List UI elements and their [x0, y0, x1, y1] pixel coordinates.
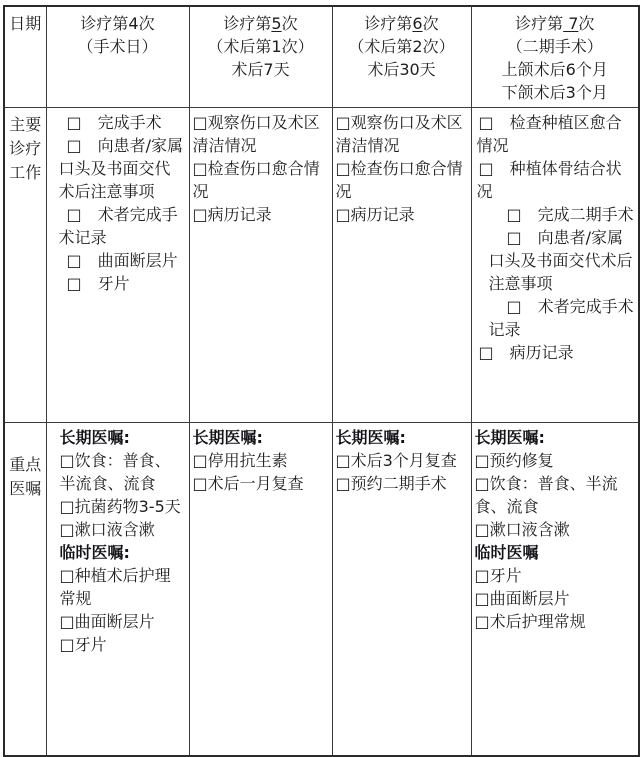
checklist-item-nested: □ 术者完成手术记录 — [488, 297, 634, 339]
visit-7-title-prefix: 诊疗第 — [515, 14, 564, 33]
checklist-item: □ 曲面断层片 — [66, 251, 178, 270]
visit-4-title-suffix: 次 — [138, 14, 155, 33]
checklist-item: □ 检查种植区愈合情况 — [476, 113, 622, 155]
checklist-item: □病历记录 — [192, 205, 272, 224]
work-cell-second-stage — [471, 108, 639, 423]
key-orders-label-text: 重点医嘱 — [9, 455, 42, 498]
orders-cell-postop-30d — [332, 423, 471, 756]
work-cell-postop-30d — [332, 108, 471, 423]
visit-6-title-suffix: 次 — [422, 14, 439, 33]
visit-6-header — [332, 6, 471, 108]
order-item: □术后一月复查 — [192, 474, 304, 493]
order-item: □预约二期手术 — [335, 474, 447, 493]
checklist-item: □ 种植体骨结合状况 — [476, 159, 622, 201]
visit-6-number: 6 — [412, 14, 423, 33]
order-item: □抗菌药物3-5天 — [59, 497, 181, 516]
visit-5-number: 5 — [271, 14, 282, 33]
checklist-item: □ 向患者/家属口头及书面交代术后注意事项 — [58, 136, 184, 201]
checklist-item: □ 完成手术 — [66, 113, 162, 132]
visit-4-title — [50, 12, 186, 35]
order-item: □曲面断层片 — [59, 612, 155, 631]
order-item: □牙片 — [59, 635, 107, 654]
main-work-row — [4, 108, 639, 423]
checklist-item: □ 牙片 — [66, 274, 130, 293]
temp-orders-title: 临时医嘱 — [474, 543, 539, 562]
key-orders-row — [4, 423, 639, 756]
visit-7-timing-maxilla: 上颌术后6个月 — [501, 60, 608, 79]
visit-7-subtitle: （二期手术） — [506, 37, 603, 56]
long-term-orders-title: 长期医嘱: — [59, 428, 130, 447]
visit-6-timing: 术后30天 — [367, 60, 436, 79]
checklist-item: □检查伤口愈合情况 — [192, 159, 320, 201]
order-item: □曲面断层片 — [474, 589, 570, 608]
clinical-pathway-table — [3, 5, 640, 757]
work-cell-surgery-day — [46, 108, 189, 423]
orders-cell-second-stage — [471, 423, 639, 756]
visit-5-header — [189, 6, 332, 108]
visit-5-timing: 术后7天 — [231, 60, 290, 79]
row-label-date — [4, 6, 46, 108]
row-label-key-orders — [4, 423, 46, 756]
date-label-text: 日期 — [9, 14, 42, 33]
checklist-item: □检查伤口愈合情况 — [335, 159, 463, 201]
order-item: □饮食：普食、半流食、流食 — [59, 451, 171, 493]
visit-5-title-prefix: 诊疗第 — [223, 14, 272, 33]
checklist-item-nested: □ 向患者/家属口头及书面交代术后注意事项 — [488, 228, 633, 293]
visit-7-title-suffix: 次 — [578, 14, 595, 33]
order-item: □术后护理常规 — [474, 612, 586, 631]
visit-5-subtitle: （术后第1次） — [207, 37, 314, 56]
row-label-main-work — [4, 108, 46, 423]
visit-7-number: 7 — [563, 14, 579, 33]
visit-4-number: 4 — [128, 14, 139, 33]
checklist-item: □观察伤口及术区清洁情况 — [192, 113, 320, 155]
visit-5-title — [193, 12, 329, 35]
checklist-item-nested: □ 完成二期手术 — [506, 205, 634, 224]
order-item: □术后3个月复查 — [335, 451, 457, 470]
visit-7-timing-mandible: 下颌术后3个月 — [501, 83, 608, 102]
checklist-item: □观察伤口及术区清洁情况 — [335, 113, 463, 155]
work-cell-postop-7d — [189, 108, 332, 423]
orders-cell-surgery-day — [46, 423, 189, 756]
order-item: □饮食：普食、半流食、流食 — [474, 474, 618, 516]
visit-4-subtitle: （手术日） — [77, 37, 158, 56]
visit-6-title-prefix: 诊疗第 — [364, 14, 413, 33]
visit-6-subtitle: （术后第2次） — [348, 37, 455, 56]
long-term-orders-title: 长期医嘱: — [335, 428, 406, 447]
main-work-label-text: 主要诊疗工作 — [9, 115, 42, 182]
visit-7-header — [471, 6, 639, 108]
temp-orders-title: 临时医嘱: — [59, 543, 130, 562]
order-item: □停用抗生素 — [192, 451, 288, 470]
visit-4-title-prefix: 诊疗第 — [80, 14, 129, 33]
checklist-item: □ 术者完成手术记录 — [58, 205, 178, 247]
long-term-orders-title: 长期医嘱: — [474, 428, 545, 447]
order-item: □牙片 — [474, 566, 522, 585]
visit-5-title-suffix: 次 — [281, 14, 298, 33]
orders-cell-postop-7d — [189, 423, 332, 756]
header-row — [4, 6, 639, 108]
order-item: □预约修复 — [474, 451, 554, 470]
visit-7-title — [475, 12, 636, 35]
checklist-item: □病历记录 — [335, 205, 415, 224]
long-term-orders-title: 长期医嘱: — [192, 428, 263, 447]
order-item: □漱口液含漱 — [474, 520, 570, 539]
visit-6-title — [336, 12, 468, 35]
order-item: □种植术后护理常规 — [59, 566, 171, 608]
checklist-item: □ 病历记录 — [478, 343, 574, 362]
visit-4-header — [46, 6, 189, 108]
order-item: □漱口液含漱 — [59, 520, 155, 539]
